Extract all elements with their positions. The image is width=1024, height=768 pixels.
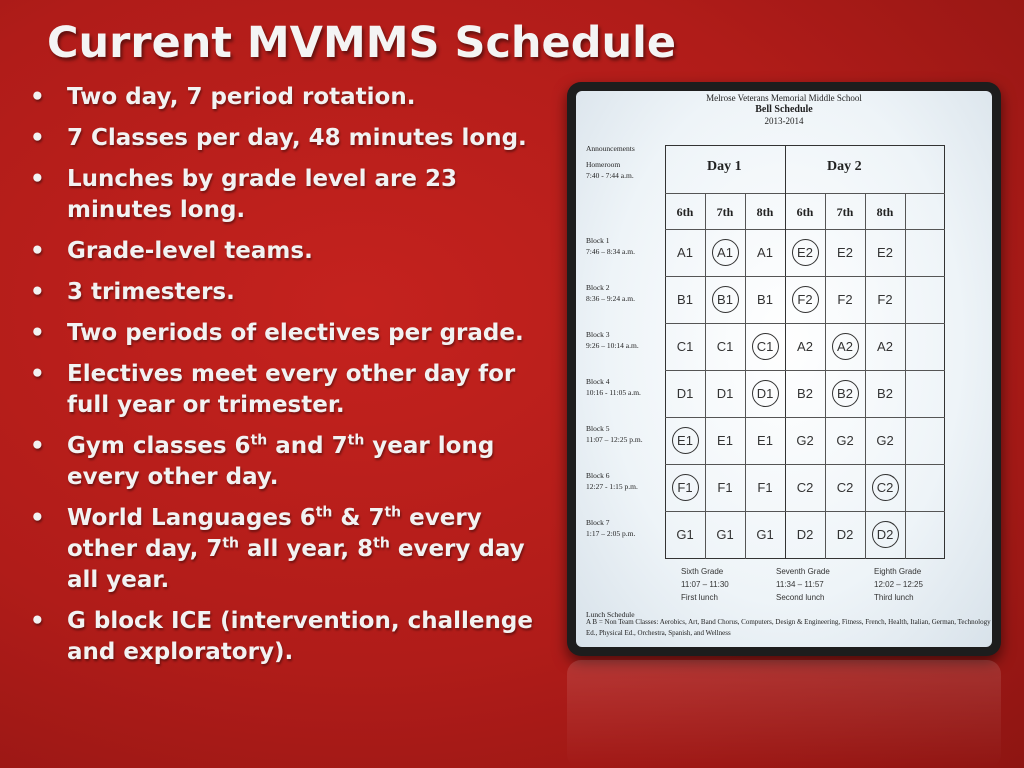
- schedule-cell: [745, 331, 785, 361]
- bullet-item: [28, 431, 553, 493]
- grid-divider: [665, 323, 945, 324]
- schedule-heading: Bell Schedule: [755, 104, 813, 115]
- bullet-text: and 7: [267, 433, 348, 459]
- schedule-cell: [865, 331, 905, 361]
- bullet-text: Two periods of electives per grade.: [67, 320, 524, 346]
- schedule-cell: [865, 425, 905, 455]
- cell-label: A2: [877, 338, 893, 354]
- schedule-cell: [825, 284, 865, 314]
- grade-header: 6th: [796, 205, 814, 219]
- schedule-cell: [825, 472, 865, 502]
- grid-divider: [665, 511, 945, 512]
- cell-label: C1: [716, 338, 734, 354]
- grid-divider: [665, 229, 945, 230]
- cell-label: F1: [757, 479, 773, 495]
- schedule-cell: [865, 284, 905, 314]
- block-time: 12:27 - 1:15 p.m.: [586, 482, 638, 491]
- block-label: [586, 423, 643, 445]
- lunch-time: 12:02 – 12:25: [874, 580, 923, 589]
- grid-divider: [905, 193, 906, 559]
- schedule-footer-note: A B = Non Team Classes: Aerobics, Art, Band Chorus, Computers, Design & Engineering, Fitness, French, Health, Italian, German, Technology Ed., Physical Ed., Orchestra, Spanish, and Wellness: [586, 618, 991, 637]
- schedule-cell: [865, 519, 905, 549]
- cell-label: D2: [836, 526, 854, 542]
- grid-divider: [665, 276, 945, 277]
- schedule-cell: [865, 472, 905, 502]
- schedule-cell: [825, 425, 865, 455]
- schedule-cell: [785, 519, 825, 549]
- bullet-superscript: th: [250, 432, 268, 449]
- block-label: [586, 329, 639, 351]
- bullet-text: Lunches by grade level are 23 minutes long.: [67, 166, 458, 223]
- schedule-cell: [865, 378, 905, 408]
- bullet-item: [28, 606, 553, 668]
- schedule-cell: [825, 331, 865, 361]
- schedule-cell: [705, 284, 745, 314]
- lunch-entry: [681, 565, 729, 604]
- lunch-name: Second lunch: [776, 593, 825, 602]
- cell-label: F2: [877, 291, 893, 307]
- schedule-cell: [745, 472, 785, 502]
- grade-header: 6th: [676, 205, 694, 219]
- cell-label: G2: [876, 432, 894, 448]
- block-time: 1:17 – 2:05 p.m.: [586, 529, 636, 538]
- schedule-cell: [745, 425, 785, 455]
- bullet-text: G block ICE (intervention, challenge and exploratory).: [67, 608, 533, 665]
- cell-label: C2: [796, 479, 814, 495]
- grade-header: 8th: [756, 205, 774, 219]
- cell-label: B2: [832, 380, 859, 407]
- school-name: Melrose Veterans Memorial Middle School: [706, 93, 862, 103]
- bullet-item: [28, 503, 553, 596]
- cell-label: A1: [757, 244, 773, 260]
- bullet-item: [28, 82, 553, 113]
- lunch-time: 11:07 – 11:30: [681, 580, 729, 589]
- cell-label: A1: [677, 244, 693, 260]
- grade-header: 7th: [716, 205, 734, 219]
- schedule-cell: [665, 378, 705, 408]
- cell-label: G2: [796, 432, 814, 448]
- lunch-entry: [776, 565, 830, 604]
- cell-label: B1: [757, 291, 773, 307]
- cell-label: B1: [712, 286, 739, 313]
- schedule-cell: [745, 519, 785, 549]
- bullet-text: Electives meet every other day for full year or trimester.: [67, 361, 516, 418]
- schedule-cell: [705, 237, 745, 267]
- cell-label: F1: [672, 474, 699, 501]
- schedule-cell: [825, 378, 865, 408]
- schedule-cell: [705, 378, 745, 408]
- cell-label: G1: [716, 526, 734, 542]
- bullet-text: World Languages 6: [67, 505, 316, 531]
- schedule-cell: [865, 237, 905, 267]
- schedule-cell: [745, 378, 785, 408]
- block-name: Block 7: [586, 518, 610, 527]
- bullet-item: [28, 359, 553, 421]
- block-name: Block 5: [586, 424, 610, 433]
- schedule-cell: [705, 425, 745, 455]
- schedule-cell: [785, 331, 825, 361]
- grid-divider: [665, 370, 945, 371]
- bullet-text: Gym classes 6: [67, 433, 251, 459]
- cell-label: E1: [757, 432, 773, 448]
- bullet-text: every other day, 7: [67, 505, 482, 562]
- cell-label: B2: [797, 385, 813, 401]
- bullet-item: [28, 318, 553, 349]
- schedule-cell: [665, 425, 705, 455]
- grid-divider: [665, 464, 945, 465]
- cell-label: D2: [796, 526, 814, 542]
- cell-label: D2: [872, 521, 899, 548]
- schedule-cell: [665, 237, 705, 267]
- cell-label: E1: [672, 427, 699, 454]
- bullet-text: 7 Classes per day, 48 minutes long.: [67, 125, 527, 151]
- schedule-grid: [665, 145, 945, 559]
- schedule-cell: [665, 284, 705, 314]
- block-name: Block 6: [586, 471, 610, 480]
- block-label: [586, 517, 635, 539]
- bullet-item: [28, 164, 553, 226]
- day-2-header: Day 2: [827, 159, 862, 174]
- lunch-time: 11:34 – 11:57: [776, 580, 824, 589]
- cell-label: F2: [792, 286, 819, 313]
- cell-label: G2: [836, 432, 854, 448]
- cell-label: E2: [877, 244, 893, 260]
- cell-label: E1: [717, 432, 733, 448]
- lunch-entry: [874, 565, 923, 604]
- block-name: Block 4: [586, 377, 610, 386]
- bullet-item: [28, 123, 553, 154]
- schedule-cell: [785, 472, 825, 502]
- schedule-cell: [745, 284, 785, 314]
- bullet-text: year long every other day.: [67, 433, 495, 490]
- schedule-cell: [785, 425, 825, 455]
- grade-header: 7th: [836, 205, 854, 219]
- homeroom-label: Homeroom: [586, 160, 621, 169]
- cell-label: D1: [676, 385, 694, 401]
- schedule-photo: [567, 82, 1001, 656]
- grid-divider: [665, 417, 945, 418]
- block-time: 8:36 – 9:24 a.m.: [586, 294, 635, 303]
- block-label: [586, 282, 635, 304]
- grade-header: 8th: [876, 205, 894, 219]
- lunch-name: Third lunch: [874, 593, 914, 602]
- cell-label: A1: [712, 239, 739, 266]
- bullet-text: every day all year.: [67, 536, 525, 593]
- cell-label: C2: [872, 474, 899, 501]
- bullet-item: [28, 277, 553, 308]
- bullet-text: Grade-level teams.: [67, 238, 313, 264]
- announcements-label: Announcements: [586, 144, 635, 153]
- schedule-cell: [825, 237, 865, 267]
- block-time: 9:26 – 10:14 a.m.: [586, 341, 639, 350]
- bullet-text: & 7: [332, 505, 385, 531]
- cell-label: G1: [676, 526, 694, 542]
- schedule-cell: [705, 519, 745, 549]
- block-name: Block 3: [586, 330, 610, 339]
- schedule-year: 2013-2014: [764, 116, 804, 126]
- slide-title: Current MVMMS Schedule: [47, 18, 677, 68]
- block-name: Block 2: [586, 283, 610, 292]
- cell-label: G1: [756, 526, 774, 542]
- grid-divider: [665, 193, 945, 194]
- bell-schedule-sheet: [576, 91, 992, 647]
- bullet-superscript: th: [315, 504, 333, 521]
- block-time: 11:07 – 12:25 p.m.: [586, 435, 643, 444]
- cell-label: E2: [792, 239, 819, 266]
- bullet-text: Two day, 7 period rotation.: [67, 84, 416, 110]
- block-label: [586, 470, 638, 492]
- block-time: 10:16 - 11:05 a.m.: [586, 388, 641, 397]
- cell-label: F2: [837, 291, 853, 307]
- bullet-superscript: th: [384, 504, 402, 521]
- cell-label: E2: [837, 244, 853, 260]
- cell-label: C1: [676, 338, 694, 354]
- cell-label: C1: [752, 333, 779, 360]
- cell-label: B2: [877, 385, 893, 401]
- bullet-item: [28, 236, 553, 267]
- schedule-cell: [665, 519, 705, 549]
- bullet-superscript: th: [373, 535, 390, 552]
- bullet-superscript: th: [222, 535, 240, 552]
- schedule-cell: [785, 237, 825, 267]
- schedule-cell: [665, 472, 705, 502]
- cell-label: F1: [717, 479, 733, 495]
- photo-reflection: [567, 660, 1001, 768]
- bullet-text: all year, 8: [239, 536, 374, 562]
- lunch-grade: Seventh Grade: [776, 567, 830, 576]
- bullet-list: [28, 82, 553, 678]
- bullet-superscript: th: [347, 432, 365, 449]
- bullet-text: 3 trimesters.: [67, 279, 235, 305]
- lunch-grade: Eighth Grade: [874, 567, 922, 576]
- block-label: [586, 376, 641, 398]
- lunch-grade: Sixth Grade: [681, 567, 724, 576]
- homeroom-time: 7:40 - 7:44 a.m.: [586, 171, 634, 180]
- lunch-schedule-label: Lunch Schedule: [586, 610, 635, 619]
- schedule-cell: [825, 519, 865, 549]
- cell-label: D1: [716, 385, 734, 401]
- schedule-cell: [745, 237, 785, 267]
- schedule-cell: [705, 472, 745, 502]
- day-1-header: Day 1: [707, 159, 742, 174]
- schedule-cell: [785, 378, 825, 408]
- lunch-name: First lunch: [681, 593, 718, 602]
- cell-label: C2: [836, 479, 854, 495]
- cell-label: A2: [797, 338, 813, 354]
- block-name: Block 1: [586, 236, 610, 245]
- block-time: 7:46 – 8:34 a.m.: [586, 247, 635, 256]
- schedule-cell: [665, 331, 705, 361]
- cell-label: D1: [752, 380, 779, 407]
- schedule-cell: [705, 331, 745, 361]
- cell-label: B1: [677, 291, 693, 307]
- schedule-cell: [785, 284, 825, 314]
- block-label: [586, 235, 635, 257]
- cell-label: A2: [832, 333, 859, 360]
